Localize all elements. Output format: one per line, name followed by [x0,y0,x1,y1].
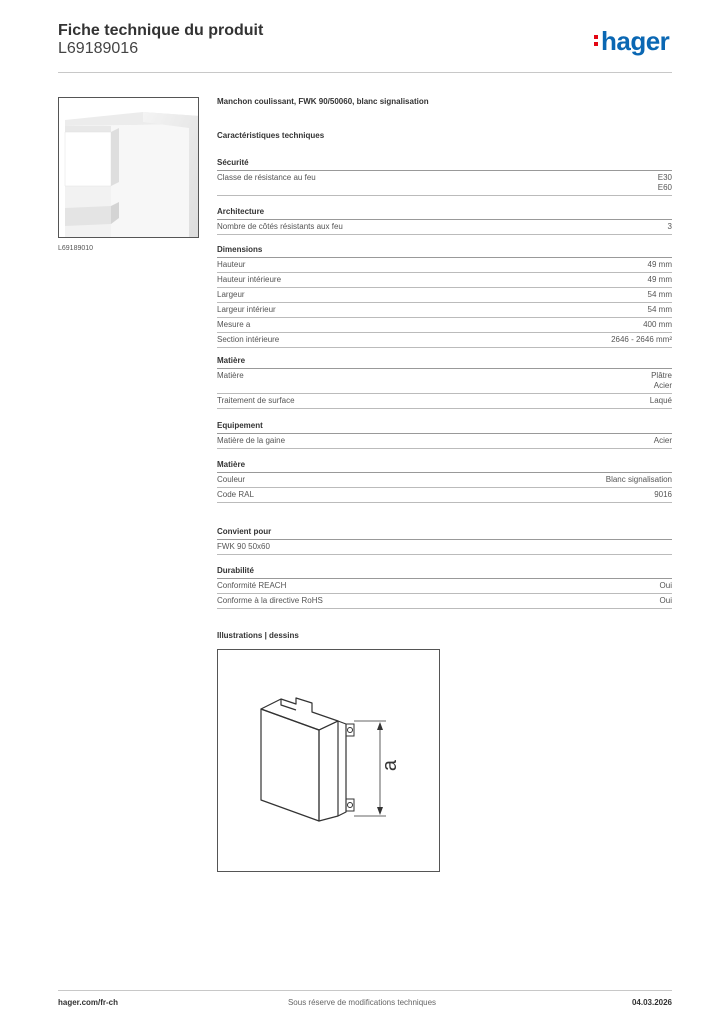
table-row [217,273,672,288]
footer-disclaimer: Sous réserve de modifications techniques [287,998,437,1007]
row-value: Plâtre Acier [651,371,672,390]
table-row [217,579,672,594]
tech-characteristics-heading: Caractéristiques techniques [217,131,325,140]
section-architecture [217,206,672,235]
table-row [217,369,672,394]
hager-logo [594,26,669,56]
row-value: Acier [653,436,672,445]
row-label: FWK 90 50x60 [217,542,270,551]
section-convient-pour [217,526,672,555]
row-label: Matière de la gaine [217,436,286,445]
row-label: Traitement de surface [217,396,295,405]
table-row [217,394,672,409]
row-label: Section intérieure [217,335,280,344]
table-row [217,333,672,348]
product-image-caption: L69189010 [58,245,94,252]
row-label: Couleur [217,475,246,484]
footer-website[interactable]: hager.com/fr-ch [58,998,119,1007]
product-reference: L69189016 [58,40,139,57]
section-heading: Durabilité [217,565,672,579]
section-heading: Dimensions [217,244,672,258]
table-row [217,594,672,609]
row-label: Largeur intérieur [217,305,276,314]
section-heading: Matière [217,459,672,473]
section-dimensions [217,244,672,348]
table-row [217,434,672,449]
table-row [217,258,672,273]
technical-drawing [217,649,440,872]
row-value: Oui [659,596,672,605]
section-matiere [217,355,672,409]
table-row [217,473,672,488]
table-row [217,540,672,555]
row-label: Conformité REACH [217,581,287,590]
table-row [217,220,672,235]
row-value: 3 [667,222,672,231]
section-securite [217,157,672,196]
section-equipement [217,420,672,449]
row-value: 400 mm [643,320,672,329]
row-label: Hauteur [217,260,246,269]
row-label: Classe de résistance au feu [217,173,316,182]
row-value: 2646 - 2646 mm² [611,335,672,344]
section-heading: Architecture [217,206,672,220]
logo-text: hager [601,26,670,56]
logo-dots-icon [594,26,598,46]
page-title: Fiche technique du produit [58,22,264,39]
table-row [217,488,672,503]
product-name: Manchon coulissant, FWK 90/50060, blanc signalisation [217,97,429,106]
section-heading: Sécurité [217,157,672,171]
row-value: 54 mm [647,305,672,314]
row-label: Mesure a [217,320,251,329]
row-label: Conforme à la directive RoHS [217,596,323,605]
row-label: Nombre de côtés résistants aux feu [217,222,343,231]
footer-divider [58,990,672,991]
row-label: Largeur [217,290,245,299]
table-row [217,288,672,303]
header-divider [58,72,672,73]
row-value: 49 mm [647,260,672,269]
table-row [217,303,672,318]
table-row [217,171,672,196]
row-value: 49 mm [647,275,672,284]
row-label: Matière [217,371,244,380]
row-value: Oui [659,581,672,590]
table-row [217,318,672,333]
dimension-label-a: a [379,759,402,772]
section-heading: Matière [217,355,672,369]
section-heading: Equipement [217,420,672,434]
product-image [58,97,199,238]
row-value: 9016 [654,490,672,499]
section-matiere-couleur [217,459,672,503]
row-label: Code RAL [217,490,254,499]
row-value: Laqué [649,396,672,405]
footer-date: 04.03.2026 [631,998,672,1007]
illustrations-heading: Illustrations | dessins [217,631,299,640]
row-value: Blanc signalisation [605,475,672,484]
row-value: 54 mm [647,290,672,299]
section-heading: Convient pour [217,526,672,540]
product-photo-icon [59,98,199,238]
row-value: E30 E60 [657,173,672,192]
sleeve-drawing-icon [218,650,439,871]
row-label: Hauteur intérieure [217,275,282,284]
section-durabilite [217,565,672,609]
